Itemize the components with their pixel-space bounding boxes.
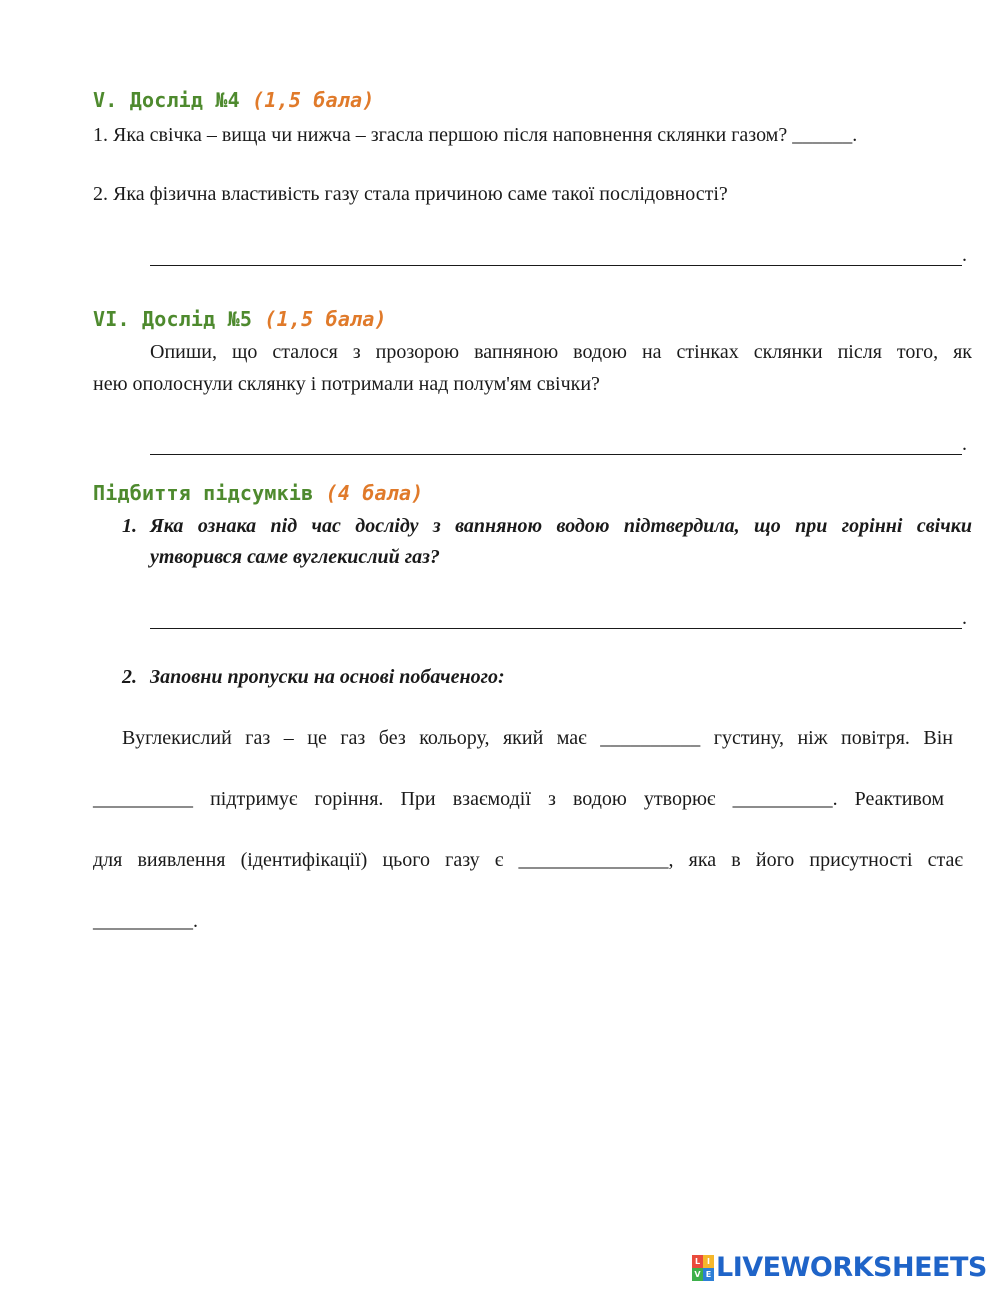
section-5-score: (1,5 бала)	[252, 88, 375, 112]
liveworksheets-logo-mark	[692, 1255, 714, 1281]
liveworksheets-logo	[692, 1252, 987, 1283]
fill-in-line-3[interactable]: для виявлення (ідентифікації) цього газу є _______________, яка в його присутності стає	[93, 849, 963, 871]
fill-in-line-2[interactable]: __________ підтримує горіння. При взаємодії з водою утворює __________. Реактивом	[93, 788, 944, 810]
answer-line-end: .	[962, 244, 967, 266]
section-5-heading	[93, 88, 375, 112]
question-5-1: 1. Яка свічка – вища чи нижча – згасла першою після наповнення склянки газом? ______.	[93, 124, 858, 146]
summary-q2-text: Заповни пропуски на основі побаченого:	[150, 666, 505, 688]
summary-title: Підбиття підсумків	[93, 481, 314, 505]
answer-line-end: .	[962, 433, 967, 455]
summary-q1-line-2: утворився саме вуглекислий газ?	[150, 546, 440, 568]
question-5-2: 2. Яка фізична властивість газу стала причиною саме такої послідовності?	[93, 183, 728, 205]
summary-q1-line-1: Яка ознака під час досліду з вапняною водою підтвердила, що при горінні свічки	[150, 515, 972, 537]
section-6-heading	[93, 307, 387, 331]
summary-q1-number: 1.	[122, 515, 137, 537]
question-6-line-1: Опиши, що сталося з прозорою вапняною водою на стінках склянки після того, як	[150, 341, 972, 363]
summary-heading	[93, 481, 424, 505]
liveworksheets-logo-text: LIVEWORKSHEETS	[716, 1252, 987, 1283]
answer-line-6[interactable]	[150, 454, 962, 455]
summary-score: (4 бала)	[325, 481, 424, 505]
question-6-line-2: нею ополоснули склянку і потримали над полум'ям свічки?	[93, 373, 600, 395]
answer-line-summary-1[interactable]	[150, 628, 962, 629]
logo-mark-letter: L	[692, 1255, 703, 1268]
section-5-title: V. Дослід №4	[93, 88, 240, 112]
logo-mark-letter: E	[703, 1268, 714, 1281]
logo-mark-letter: I	[703, 1255, 714, 1268]
fill-in-line-1[interactable]: Вуглекислий газ – це газ без кольору, який має __________ густину, ніж повітря. Він	[122, 727, 953, 749]
section-6-score: (1,5 бала)	[264, 307, 387, 331]
logo-mark-letter: V	[692, 1268, 703, 1281]
answer-line-5-2[interactable]	[150, 265, 962, 266]
answer-line-end: .	[962, 607, 967, 629]
fill-in-line-4[interactable]: __________.	[93, 910, 198, 932]
summary-q2-number: 2.	[122, 666, 137, 688]
section-6-title: VI. Дослід №5	[93, 307, 253, 331]
